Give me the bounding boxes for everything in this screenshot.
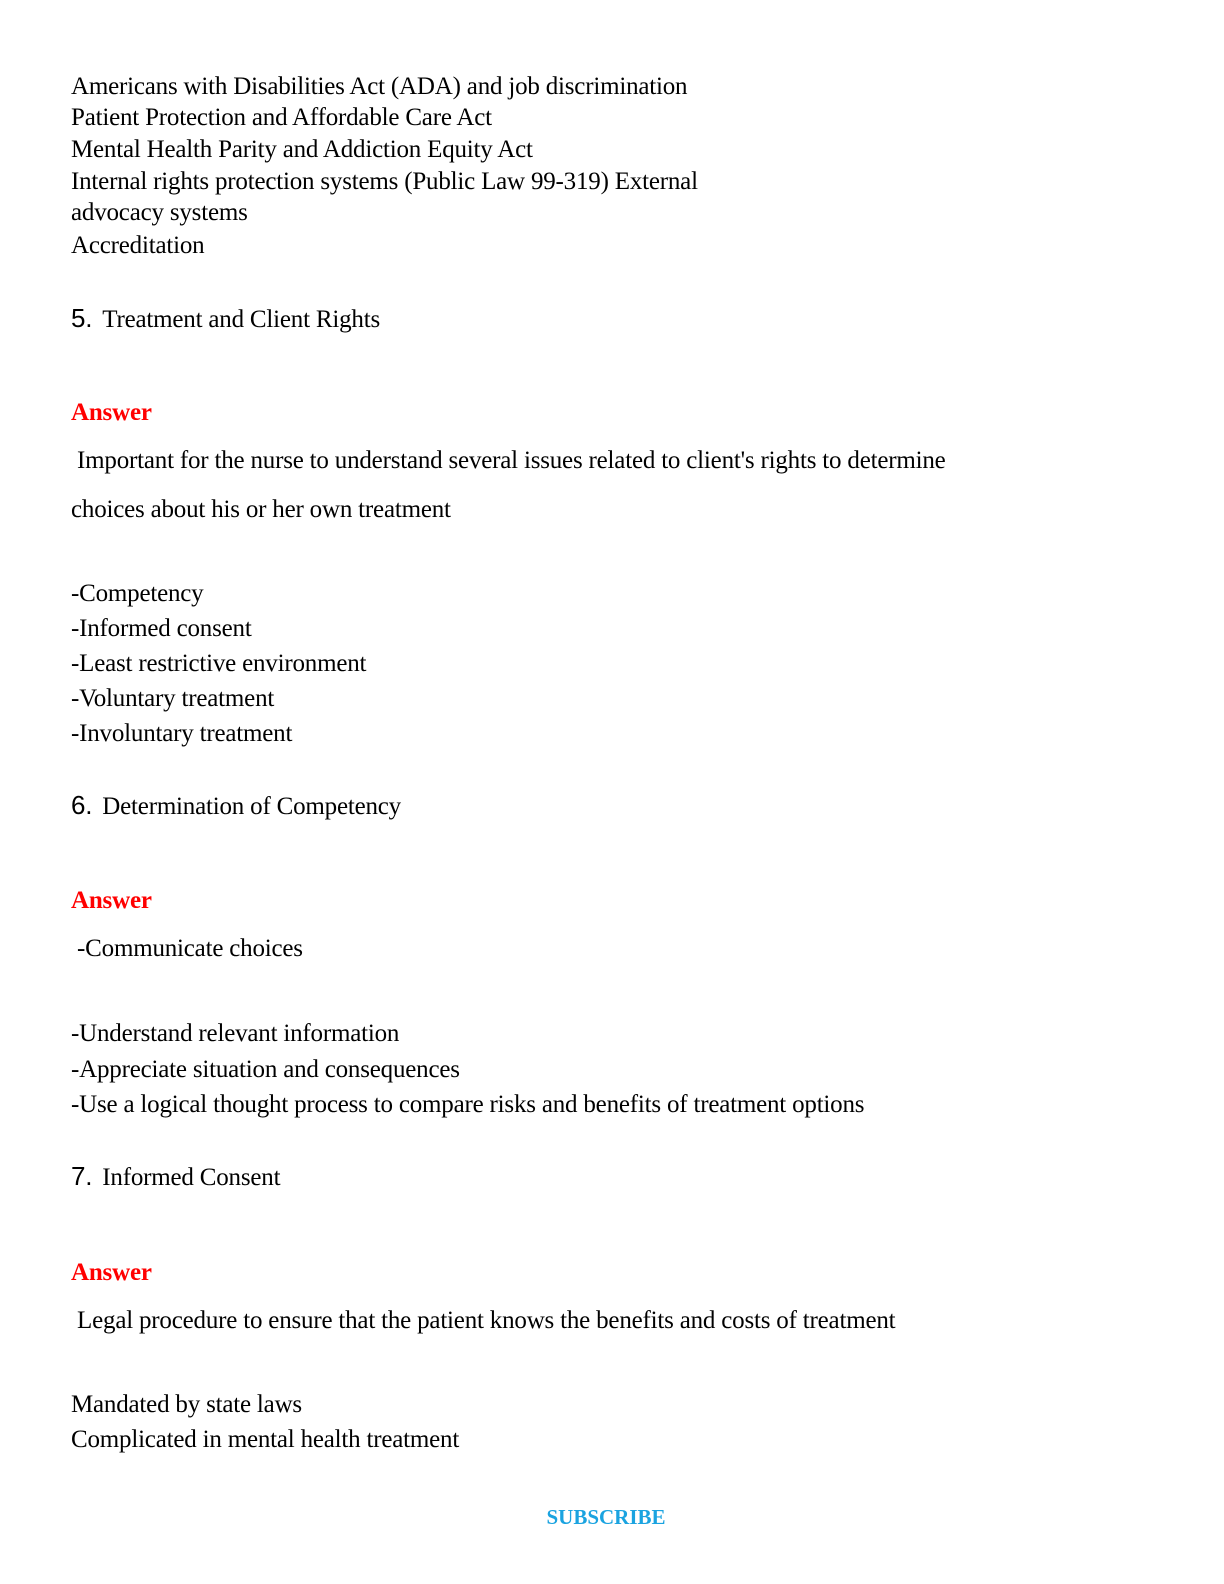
list-item: -Involuntary treatment [71,720,293,747]
question-title: Informed Consent [102,1164,281,1191]
list-item: -Informed consent [71,615,252,642]
list-item: Americans with Disabilities Act (ADA) and job discrimination [71,73,688,100]
subscribe-link[interactable]: SUBSCRIBE [546,1505,666,1529]
answer-text: -Communicate choices [71,935,303,962]
list-item: Mandated by state laws [71,1391,302,1418]
list-item: Accreditation [71,232,205,259]
list-item: Internal rights protection systems (Public Law 99-319) External [71,168,698,195]
list-item: -Understand relevant information [71,1020,400,1047]
question-heading [71,1161,280,1193]
list-item: -Least restrictive environment [71,650,367,677]
answer-text: Legal procedure to ensure that the patient knows the benefits and costs of treatment [71,1307,896,1334]
list-item: -Voluntary treatment [71,685,275,712]
question-number: 7. [71,1161,93,1191]
question-number: 5. [71,303,93,333]
question-heading [71,303,380,335]
answer-text: Important for the nurse to understand several issues related to client's rights to determine [71,447,946,474]
list-item: -Competency [71,580,204,607]
answer-label: Answer [71,399,152,426]
question-title: Determination of Competency [102,793,401,820]
list-item: -Use a logical thought process to compare risks and benefits of treatment options [71,1091,865,1118]
question-number: 6. [71,790,93,820]
answer-label: Answer [71,887,152,914]
list-item: Patient Protection and Affordable Care Act [71,104,492,131]
answer-text: choices about his or her own treatment [71,496,451,523]
question-heading [71,790,401,822]
list-item: -Appreciate situation and consequences [71,1056,460,1083]
question-title: Treatment and Client Rights [102,306,380,333]
list-item: Mental Health Parity and Addiction Equity Act [71,136,533,163]
answer-label: Answer [71,1259,152,1286]
list-item: Complicated in mental health treatment [71,1426,460,1453]
list-item: advocacy systems [71,199,248,226]
